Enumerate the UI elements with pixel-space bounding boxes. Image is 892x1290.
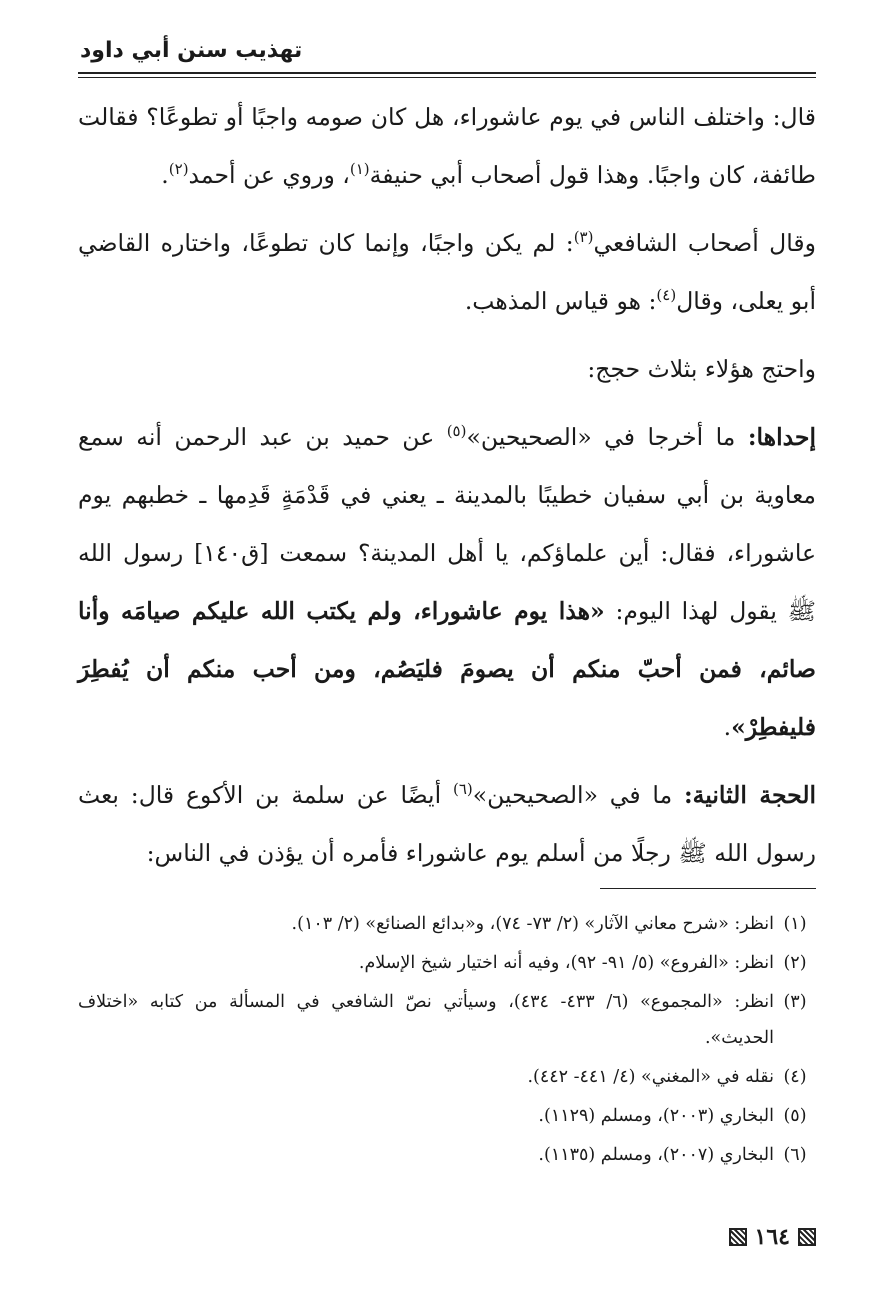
header-rule-thin — [78, 77, 816, 78]
paragraph-4: إحداها: ما أخرجا في «الصحيحين»$^{(٥)}$ عن حميد بن عبد الرحمن أنه سمع معاوية بن أبي سفيان خطيبًا بالمدينة ـ يعني في قَدْمَةٍ قَدِمها ـ خطبهم يوم عاشوراء، فقال: أين علماؤكم، يا أهل المدينة؟ سمعت [ق١٤٠] رسول الله ﷺ يقول لهذا اليوم: «هذا يوم عاشوراء، ولم يكتب الله عليكم صيامَه وأنا صائم، فمن أحبّ منكم أن يصومَ فليَصُم، ومن أحب منكم أن يُفطِرَ فليفطِرْ». — [78, 422, 816, 741]
footnote-item: (٦) البخاري (٢٠٠٧)، ومسلم (١١٣٥). — [538, 1145, 807, 1165]
running-header-title: تهذيب سنن أبي داود — [80, 38, 303, 63]
paragraph-5: الحجة الثانية: ما في «الصحيحين»$^{(٦)}$ أيضًا عن سلمة بن الأكوع قال: بعث رسول الله ﷺ رجلًا من أسلم يوم عاشوراء فأمره أن يؤذن في الناس: — [78, 780, 817, 867]
footnotes — [78, 906, 816, 1176]
ornament-icon — [729, 1228, 747, 1246]
footnote-item: (٤) نقله في «المغني» (٤/ ٤٤١- ٤٤٢). — [527, 1067, 807, 1087]
footnote-ref[interactable]: (١) — [349, 160, 370, 179]
page-number: ١٦٤ — [754, 1224, 790, 1250]
footnote-ref[interactable]: (٢) — [168, 160, 189, 179]
paragraph-3: واحتج هؤلاء بثلاث حجج: — [587, 355, 816, 383]
footnote-ref[interactable]: (٣) — [573, 228, 594, 247]
paragraph-1: قال: واختلف الناس في يوم عاشوراء، هل كان صومه واجبًا أو تطوعًا؟ فقالت طائفة، كان واجبًا. وهذا قول أصحاب أبي حنيفة$^{(١)}$، وروي عن أحمد$^{(٢)}$. — [78, 103, 816, 189]
footnote-item: (١) انظر: «شرح معاني الآثار» (٢/ ٧٣- ٧٤)، و«بدائع الصنائع» (٢/ ١٠٣). — [291, 914, 807, 934]
footnote-item: (٢) انظر: «الفروع» (٥/ ٩١- ٩٢)، وفيه أنه اختيار شيخ الإسلام. — [358, 953, 807, 973]
footnote-ref[interactable]: (٥) — [446, 422, 467, 441]
header-rule — [78, 72, 816, 74]
ornament-icon — [798, 1228, 816, 1246]
footnote-item: (٣) انظر: «المجموع» (٦/ ٤٣٣- ٤٣٤)، وسيأتي نصّ الشافعي في المسألة من كتابه «اختلاف الحديث». — [78, 992, 807, 1048]
footnote-ref[interactable]: (٦) — [452, 780, 473, 799]
paragraph-2: وقال أصحاب الشافعي$^{(٣)}$: لم يكن واجبًا، وإنما كان تطوعًا، واختاره القاضي أبو يعلى، وقال$^{(٤)}$: هو قياس المذهب. — [78, 228, 816, 315]
page-number-block — [700, 1222, 816, 1252]
main-text — [78, 88, 816, 892]
footnote-separator — [600, 888, 816, 889]
footnote-item: (٥) البخاري (٢٠٠٣)، ومسلم (١١٢٩). — [538, 1106, 807, 1126]
footnote-ref[interactable]: (٤) — [656, 286, 677, 305]
hadith-quote: «هذا يوم عاشوراء، ولم يكتب الله عليكم صيامَه وأنا صائم، فمن أحبّ منكم أن يصومَ فليَصُم، ومن أحب منكم أن يُفطِرَ فليفطِرْ» — [78, 597, 816, 741]
